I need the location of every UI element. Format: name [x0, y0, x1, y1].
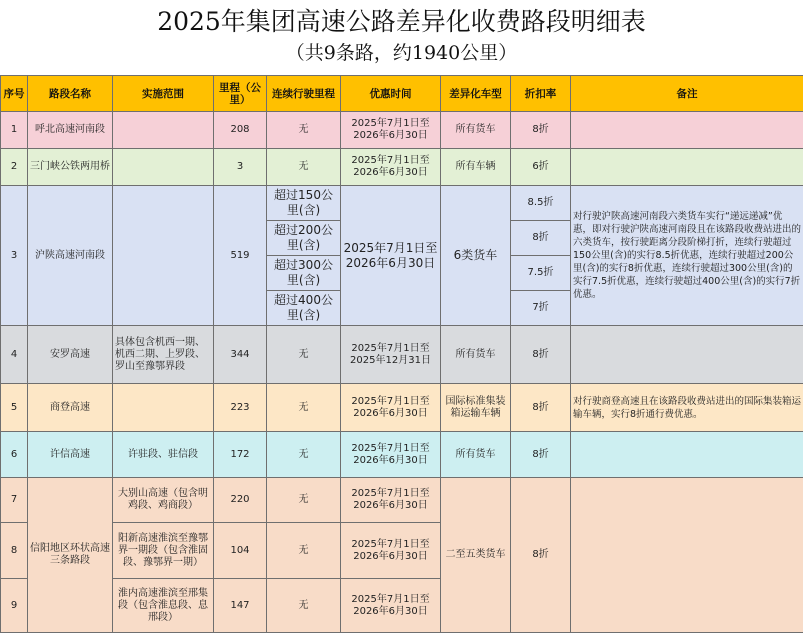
cell-discount: 6折 — [511, 149, 571, 186]
cell-continuous-tier: 超过200公里(含) — [267, 221, 341, 256]
table-header-row — [1, 76, 803, 112]
header-discount: 折扣率 — [511, 76, 571, 112]
cell-continuous: 无 — [267, 523, 341, 579]
cell-time: 2025年7月1日至2026年6月30日 — [341, 523, 441, 579]
table-row — [1, 384, 803, 432]
table-row — [1, 149, 803, 186]
header-time: 优惠时间 — [341, 76, 441, 112]
cell-scope: 许驻段、驻信段 — [113, 432, 214, 478]
cell-no: 8 — [1, 523, 28, 579]
cell-vehicle: 国际标准集装箱运输车辆 — [441, 384, 511, 432]
cell-mileage: 3 — [214, 149, 267, 186]
cell-no: 6 — [1, 432, 28, 478]
header-no: 序号 — [1, 76, 28, 112]
cell-discount: 8折 — [511, 432, 571, 478]
cell-remark — [571, 478, 803, 633]
table-row — [1, 112, 803, 149]
cell-mileage: 208 — [214, 112, 267, 149]
cell-name: 三门峡公铁两用桥 — [28, 149, 113, 186]
cell-discount: 8折 — [511, 326, 571, 384]
cell-continuous: 无 — [267, 432, 341, 478]
cell-mileage: 344 — [214, 326, 267, 384]
table-row — [1, 432, 803, 478]
cell-no: 7 — [1, 478, 28, 523]
cell-discount: 8折 — [511, 112, 571, 149]
cell-scope: 大别山高速（包含明鸡段、鸡商段） — [113, 478, 214, 523]
cell-time: 2025年7月1日至2026年6月30日 — [341, 186, 441, 326]
cell-scope — [113, 149, 214, 186]
cell-continuous-tier: 超过150公里(含) — [267, 186, 341, 221]
cell-no: 3 — [1, 186, 28, 326]
cell-discount-tier: 7折 — [511, 291, 571, 326]
cell-scope — [113, 186, 214, 326]
cell-name: 许信高速 — [28, 432, 113, 478]
cell-remark: 对行驶沪陕高速河南段六类货车实行“递远递减”优惠，即对行驶沪陕高速河南段且在该路段收费站进出的六类货车，按行驶距离分段阶梯打折，连续行驶超过150公里(含)的实行8.5折优惠，连续行驶超过200公里(含)的实行8折优惠，连续行驶超过300公里(含)的实行7.5折优惠，连续行驶超过400公里(含)的实行7折优惠。 — [571, 186, 803, 326]
header-vehicle: 差异化车型 — [441, 76, 511, 112]
header-continuous: 连续行驶里程 — [267, 76, 341, 112]
cell-no: 1 — [1, 112, 28, 149]
page-subtitle: （共9条路，约1940公里） — [0, 40, 803, 66]
cell-discount-tier: 8.5折 — [511, 186, 571, 221]
cell-mileage: 172 — [214, 432, 267, 478]
cell-vehicle: 所有货车 — [441, 326, 511, 384]
cell-no: 5 — [1, 384, 28, 432]
header-mileage: 里程（公里） — [214, 76, 267, 112]
cell-mileage: 147 — [214, 579, 267, 633]
cell-remark: 对行驶商登高速且在该路段收费站进出的国际集装箱运输车辆，实行8折通行费优惠。 — [571, 384, 803, 432]
cell-discount: 8折 — [511, 384, 571, 432]
cell-scope — [113, 112, 214, 149]
header-scope: 实施范围 — [113, 76, 214, 112]
cell-time: 2025年7月1日至2026年6月30日 — [341, 384, 441, 432]
cell-continuous: 无 — [267, 149, 341, 186]
cell-time: 2025年7月1日至2025年12月31日 — [341, 326, 441, 384]
table-row — [1, 186, 803, 221]
cell-remark — [571, 432, 803, 478]
header-name: 路段名称 — [28, 76, 113, 112]
cell-mileage: 220 — [214, 478, 267, 523]
cell-scope: 具体包含机西一期、机西二期、上罗段、罗山至豫鄂界段 — [113, 326, 214, 384]
cell-no: 2 — [1, 149, 28, 186]
cell-continuous-tier: 超过300公里(含) — [267, 256, 341, 291]
cell-vehicle: 二至五类货车 — [441, 478, 511, 633]
cell-name: 呼北高速河南段 — [28, 112, 113, 149]
table-row — [1, 478, 803, 523]
cell-name: 信阳地区环状高速三条路段 — [28, 478, 113, 633]
cell-continuous: 无 — [267, 579, 341, 633]
cell-vehicle: 所有货车 — [441, 112, 511, 149]
cell-vehicle: 所有货车 — [441, 432, 511, 478]
cell-continuous: 无 — [267, 326, 341, 384]
cell-mileage: 104 — [214, 523, 267, 579]
cell-discount-tier: 7.5折 — [511, 256, 571, 291]
cell-time: 2025年7月1日至2026年6月30日 — [341, 112, 441, 149]
cell-continuous: 无 — [267, 478, 341, 523]
cell-mileage: 519 — [214, 186, 267, 326]
cell-continuous-tier: 超过400公里(含) — [267, 291, 341, 326]
cell-discount: 8折 — [511, 478, 571, 633]
toll-discount-table — [0, 75, 803, 633]
cell-remark — [571, 326, 803, 384]
cell-name: 商登高速 — [28, 384, 113, 432]
cell-no: 4 — [1, 326, 28, 384]
cell-remark — [571, 112, 803, 149]
cell-remark — [571, 149, 803, 186]
cell-vehicle: 所有车辆 — [441, 149, 511, 186]
cell-name: 沪陕高速河南段 — [28, 186, 113, 326]
cell-time: 2025年7月1日至2026年6月30日 — [341, 149, 441, 186]
cell-continuous: 无 — [267, 384, 341, 432]
cell-time: 2025年7月1日至2026年6月30日 — [341, 579, 441, 633]
cell-scope: 淮内高速淮滨至邢集段（包含淮息段、息邢段） — [113, 579, 214, 633]
cell-continuous: 无 — [267, 112, 341, 149]
cell-discount-tier: 8折 — [511, 221, 571, 256]
cell-time: 2025年7月1日至2026年6月30日 — [341, 478, 441, 523]
cell-scope: 阳新高速淮滨至豫鄂界一期段（包含淮固段、豫鄂界一期） — [113, 523, 214, 579]
cell-no: 9 — [1, 579, 28, 633]
header-remark: 备注 — [571, 76, 803, 112]
cell-mileage: 223 — [214, 384, 267, 432]
page-title: 2025年集团高速公路差异化收费路段明细表 — [0, 6, 803, 38]
cell-name: 安罗高速 — [28, 326, 113, 384]
cell-scope — [113, 384, 214, 432]
table-row — [1, 326, 803, 384]
cell-vehicle: 6类货车 — [441, 186, 511, 326]
cell-time: 2025年7月1日至2026年6月30日 — [341, 432, 441, 478]
